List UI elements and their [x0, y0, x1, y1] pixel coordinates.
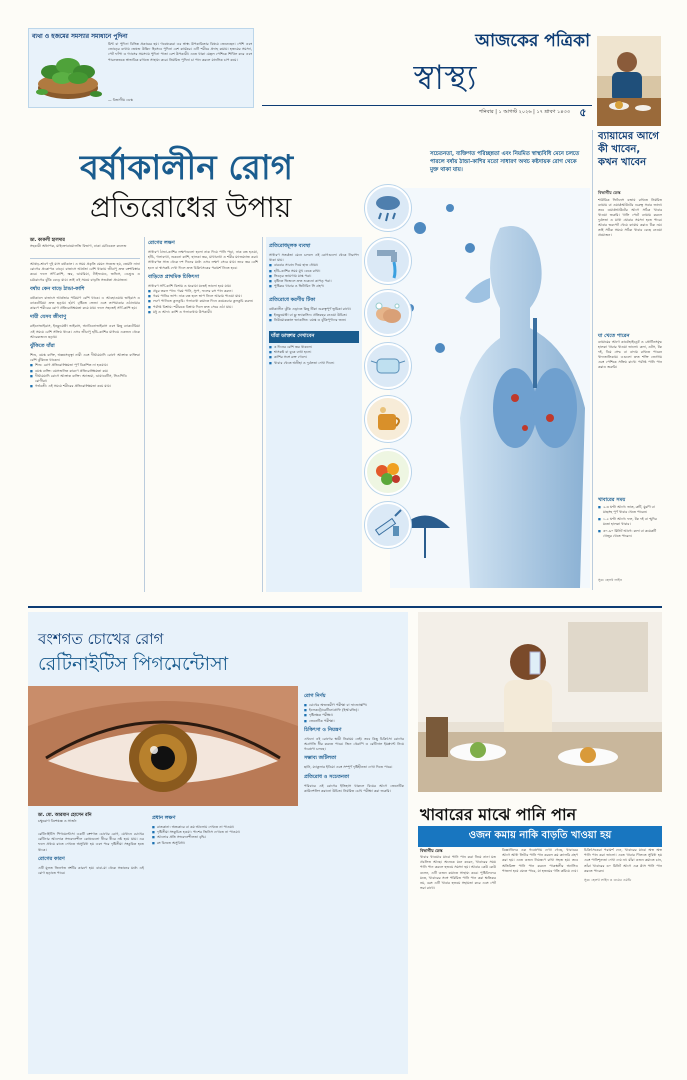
main-headline-line2: প্রতিরোধের উপায়: [90, 191, 292, 224]
paper-name-logo: আজকের পত্রিকা: [475, 31, 590, 51]
main-col3-heading: প্রতিরোধমূলক ব্যবস্থা: [269, 243, 311, 249]
water-byline: বিভাগীয় ডেস্ক: [420, 848, 443, 853]
vaccine-syringe-icon: [365, 502, 411, 548]
main-intro: আষাঢ়-শ্রাবণ দুই মাস বর্ষাকাল। এ সময় প্রকৃতি যেমন সতেজ হয়, তেমনি নানা রোগের প্রকোপও বাড়ে। বাতাসে আর্দ্রতা বেশি থাকায় জীবাণু দ্রুত বংশবিস্তার করে। ফলে সর্দি-কাশি, জ্বর, ডায়রিয়া, টাইফয়েড, জন্ডিস, ডেঙ্গু ও চর্মরোগের ঝুঁকি বেড়ে যায়। তাই এই সময়ে বাড়তি সতর্কতা প্রয়োজন।: [30, 262, 140, 282]
sidebar-what-heading: যা খেতে পারেন: [598, 333, 630, 339]
sidebar-when-item: ■ ১-২ ঘণ্টা আগে: ফল, টক দই বা স্মুদির মতো হালকা খাবার।: [598, 517, 662, 527]
eye-intro: রেটিনাইটিস পিগমেন্টোসা একটি বংশগত চোখের রোগ, যেখানে চোখের রেটিনার আলোক সংবেদনশীল কোষগুলো ধীরে ধীরে নষ্ট হয়ে যায়। এর ফলে প্রথমে রাতে দেখতে অসুবিধা হয় এবং পরে দৃষ্টিসীমা সংকুচিত হতে থাকে।: [38, 832, 144, 852]
sidebar-when-item: ■ ৩০-৬০ মিনিট আগে: কলা বা কয়েকটি খেজুর খেতে পারেন।: [598, 529, 662, 539]
water-headline: খাবারের মাঝে পানি পান: [420, 805, 577, 824]
main-headline-line1: বর্ষাকালীন রোগ: [80, 148, 294, 188]
eye-prevention-text: পরিবারে এই রোগের ইতিহাস থাকলে বিয়ের আগে জেনেটিক কাউন্সেলিং করানো উচিত। নিয়মিত চোখ পরীক্ষা করা জরুরি।: [304, 783, 404, 793]
water-col-2: [502, 848, 578, 1070]
eye-diagnosis-bullet: ■ চোখের অভ্যন্তরীণ পরীক্ষা বা ফান্ডোস্কপি।: [304, 703, 404, 708]
eye-symptom-bullet: ■ দৃষ্টিসীমা সংকুচিত হওয়া: পাশের জিনিস দেখতে না পাওয়া।: [152, 830, 258, 835]
eye-symptom-bullet: ■ রাতকানা: অন্ধকারে বা কম আলোয় দেখতে না পাওয়া।: [152, 825, 258, 830]
main-col-2: [148, 237, 258, 592]
eye-complication-heading: সম্ভাব্য জটিলতা: [304, 755, 337, 762]
masthead-rule: [262, 105, 592, 106]
main-col2-heading: বাড়িতে প্রাথমিক চিকিৎসা: [148, 273, 200, 280]
vaccine-heading: প্রতিরোধে করণীয় টিকা: [269, 297, 316, 304]
sidebar-when-heading: খাবারের সময়: [598, 497, 626, 503]
main-col1-heading: ঝুঁকিতে যাঁরা: [30, 343, 55, 350]
main-col3-bullet: ■ ভিড়ের জায়গায় মাস্ক পরা।: [269, 274, 359, 279]
main-col2-bullet: ■ গরম পানির ভাপ: নাক বন্ধ হলে ভাপ নিলে আরাম পাওয়া যায়।: [148, 294, 258, 299]
eye-diagnosis-bullet: ■ ইলেকট্রোরেটিনোগ্রাফি (ইআরজি)।: [304, 708, 404, 713]
col-divider: [144, 237, 145, 592]
sidebar-byline: বিভাগীয় ডেস্ক: [598, 190, 621, 195]
section-title: স্বাস্থ্য: [413, 58, 477, 98]
eye-diagnosis-heading: রোগ নির্ণয়: [304, 693, 326, 699]
eye-symptom-bullet: ■ আলোর প্রতি সংবেদনশীলতা বৃদ্ধি।: [152, 835, 258, 840]
eye-complication-text: ছানি, ম্যাকুলার ইডিমা এবং সম্পূর্ণ দৃষ্টিহীনতা দেখা দিতে পারে।: [304, 765, 393, 770]
main-col-1: [30, 262, 140, 592]
eye-causes-text: এটি মূলত জিনগত ত্রুটির কারণে হয়। বাবা-মা থেকে সন্তানের মধ্যে এই রোগ ছড়াতে পারে।: [38, 865, 144, 876]
eye-closeup-image: [28, 686, 298, 806]
main-col1-heading: বর্ষায় কেন বাড়ে ঠান্ডা-কাশি: [30, 285, 85, 292]
eye-kicker: বংশগত চোখের রোগ: [38, 630, 164, 648]
water-photo: [418, 612, 662, 792]
eye-diagnosis-bullet: ■ জেনেটিক পরীক্ষা।: [304, 719, 404, 724]
eye-diagnosis-bullet: ■ দৃষ্টিক্ষেত্র পরীক্ষা।: [304, 713, 404, 718]
sidebar-what-text: ব্যায়ামের আগে কার্বোহাইড্রেট ও প্রোটিনসমৃদ্ধ হালকা খাবার খাওয়া ভালো। কলা, ওটস, টক দই, ডিম সেদ্ধ বা বাদাম রাখতে পারেন খাদ্যতালিকায়। এগুলো দ্রুত শক্তি জোগায় এবং পেশিকে সক্রিয় রাখে। পর্যাপ্ত পানি পান করাও জরুরি।: [598, 340, 662, 369]
main-col2-bullet: ■ পর্যাপ্ত বিশ্রাম: শরীরকে বিশ্রাম দিলে দ্রুত সেরে ওঠা যায়।: [148, 305, 258, 310]
eye-author: ডা. মো. আরমান হোসেন রনি: [38, 813, 92, 818]
sidebar-source: সূত্র: হেলথ লাইন: [598, 578, 622, 582]
main-col2-bullet: ■ লবণ পানিতে কুলকুচি: গলাব্যথা কমাতে দিনে কয়েকবার কুলকুচি করুন।: [148, 299, 258, 304]
eye-prevention-heading: প্রতিরোধ ও সচেতনতা: [304, 773, 350, 780]
main-col1-bullet: ■ শিশু: রোগ প্রতিরোধক্ষমতা পূর্ণ বিকশিত না হওয়ায়।: [30, 363, 140, 368]
sidebar-title: ব্যায়ামের আগে কী খাবেন, কখন খাবেন: [598, 131, 659, 168]
teaser-credit: — বিভাগীয় ডেস্ক: [108, 98, 133, 102]
water-col-1: [420, 855, 496, 1070]
sidebar-divider: [592, 130, 593, 590]
vaccine-bullet: ■ ইনফ্লুয়েঞ্জা বা ফ্লু ভ্যাকসিন: প্রতিবছর নেওয়া উচিত।: [269, 313, 359, 318]
sidebar-photo: [597, 36, 661, 126]
mint-bowl-image: [32, 44, 104, 102]
vaccine-text: বর্ষাকালীন ঝুঁকি এড়াতে কিছু টিকা গুরুত্বপূর্ণ ভূমিকা রাখে।: [269, 307, 351, 312]
main-col1-text: বর্ষাকালে বাতাসে আর্দ্রতার পরিমাণ বেশি থাকে। এ আবহাওয়ায় ভাইরাস ও ব্যাকটেরিয়া দ্রুত ছড়ায়। হঠাৎ বৃষ্টিতে ভেজা এবং তাপমাত্রার ওঠানামার কারণে শরীরের রোগ প্রতিরোধক্ষমতা কমে যায়। ফলে সহজেই সর্দি-কাশি হয়।: [30, 295, 140, 311]
running-tap-icon: [365, 238, 411, 284]
main-col1-bullet: ■ দীর্ঘমেয়াদি রোগে আক্রান্ত ব্যক্তি: অ্যাজমা, ডায়াবেটিস, সিওপিডি রোগীরা।: [30, 374, 140, 384]
water-body-2: বিজ্ঞানীদের এক গবেষণায় দেখা গেছে, খাবারের আগে আধা লিটার পানি পান করলে কম ক্যালরি গ্রহণ করা হয়। এতে ওজন নিয়ন্ত্রণে রাখা সহজ হয়। তবে অতিরিক্ত পানি পান করলে পাকস্থলীর অ্যাসিড পাতলা হয়ে যেতে পারে, যা হজমের গতি কমিয়ে দেয়।: [502, 848, 578, 873]
eye-headline: রেটিনাইটিস পিগমেন্টোসা: [38, 653, 229, 675]
face-mask-icon: [365, 343, 411, 389]
main-col1-heading: দায়ী যেসব জীবাণু: [30, 314, 67, 321]
rain-cloud-icon: [365, 185, 411, 231]
teaser-title: ব্যথা ও হজমের সমস্যার সমাধানে পুদিনা: [32, 33, 128, 40]
eye-causes-heading: রোগের কারণ: [38, 855, 65, 862]
sidebar-when-list: [598, 505, 662, 539]
water-col-3: [584, 848, 662, 1070]
main-col3-bullet: ■ হাঁচি-কাশির সময় মুখ ঢেকে রাখা।: [269, 269, 359, 274]
section-divider: [28, 606, 662, 608]
main-col1-text: শিশু, বয়স্ক ব্যক্তি, অন্তঃসত্ত্বা নারী এবং দীর্ঘমেয়াদি রোগে আক্রান্ত ব্যক্তিরা বেশি ঝুঁকিতে থাকেন।: [30, 353, 140, 363]
main-col1-text: রাইনোভাইরাস, ইনফ্লুয়েঞ্জা ভাইরাস, অ্যাডিনোভাইরাস এবং কিছু ব্যাকটেরিয়া এই সময়ে বেশি সক্রিয় থাকে। এসব জীবাণু হাঁচি-কাশির মাধ্যমে একজন থেকে আরেকজনে ছড়ায়।: [30, 324, 140, 339]
sidebar-intro: শারীরিক ফিটনেস বজায় রাখতে নিয়মিত ব্যায়াম বা ওয়ার্কআউটের গুরুত্ব সবার জানা। তবে ওয়ার্কআউটের আগে সঠিক খাবার খাওয়া জরুরি। খালি পেটে ব্যায়াম করলে দুর্বলতা ও মাথা ঘোরার সমস্যা হতে পারে। আবার ভরপেট খেয়ে ব্যায়াম করাও ঠিক নয়। তাই সঠিক সময়ে সঠিক খাবার বেছে নেওয়া প্রয়োজন।: [598, 198, 662, 237]
water-source: সূত্র: হেলথ লাইন ও ওয়েব এমডি: [584, 878, 632, 883]
author-rule: [30, 258, 140, 259]
main-author-title: সহকারী অধ্যাপক, মাইক্রোবায়োলজি বিভাগ, ঢাকা মেডিকেল কলেজ: [30, 244, 127, 248]
eye-col-3: [304, 690, 404, 1072]
doctor-bullet: ■ কাশির সঙ্গে রক্ত গেলে।: [269, 355, 359, 360]
pull-quote: সচেতনতা, ব্যক্তিগত পরিচ্ছন্নতা এবং নিয়মিত স্বাস্থ্যবিধি মেনে চলতে পারলে বর্ষায় ঠান্ডা-কাশির মতো সাধারণ অথচ কষ্টদায়ক রোগ থেকে মুক্ত থাকা যায়।: [430, 151, 580, 173]
water-body-1: খাবার খাওয়ার মাঝে পানি পান করা নিয়ে নানা মত প্রচলিত আছে। অনেকে মনে করেন, খাবারের সময় পানি পান করলে হজমে সমস্যা হয়। আবার কেউ কেউ বলেন, এটি ওজন কমাতে সাহায্য করে। পুষ্টিবিদদের মতে, খাবারের সঙ্গে পরিমিত পানি পান করা ক্ষতিকর নয়, বরং এটি খাবার হজমে সহায়তা করে এবং পেট ভরা রাখে।: [420, 855, 496, 891]
main-col2-bullet: ■ মধু ও আদা: কাশি ও গলাব্যথায় উপকারী।: [148, 310, 258, 315]
main-col2-heading: রোগের লক্ষণ: [148, 240, 175, 246]
main-col3-bullet: ■ বৃষ্টিতে ভিজলে দ্রুত শুকনো কাপড় পরা।: [269, 279, 359, 284]
main-col1-bullet: ■ গর্ভবতী: এই সময়ে শরীরের প্রতিরোধক্ষমতা কমে যায়।: [30, 384, 140, 389]
hand-washing-icon: [365, 290, 411, 336]
main-col3-bullet: ■ পুষ্টিকর খাবার ও ভিটামিন সি গ্রহণ।: [269, 284, 359, 289]
main-col-3: [266, 237, 362, 592]
doctor-bullet: ■ শ্বাসকষ্ট বা বুকে ব্যথা হলে।: [269, 350, 359, 355]
main-col1-bullet: ■ বয়স্ক ব্যক্তি: বয়সজনিত কারণে প্রতিরোধক্ষমতা কম।: [30, 369, 140, 374]
water-subheadline: ওজন কমায় নাকি বাড়তি খাওয়া হয়: [418, 826, 662, 847]
col-divider: [262, 237, 263, 592]
eye-col-1: [38, 832, 144, 1072]
water-body-3: চিকিৎসকেরা পরামর্শ দেন, খাবারের মাঝে অল্প অল্প পানি পান করা ভালো। এতে খাবার গিলতে সুবিধা হয় এবং পানিশূন্যতা দেখা দেয় না। যাঁরা ওজন কমাতে চান, তাঁরা খাবারের ৩০ মিনিট আগে এক গ্লাস পানি পান করতে পারেন।: [584, 848, 662, 873]
eye-col-2: [152, 812, 258, 1072]
vaccine-bullet: ■ নিউমোকক্কাল ভ্যাকসিন: বয়স্ক ও ঝুঁকিপূর্ণদের জন্য।: [269, 318, 359, 323]
main-col3-text: সাধারণ সতর্কতা মেনে চললে এই রোগগুলো থেকে নিরাপদ থাকা যায়।: [269, 253, 359, 263]
main-author: ডা. কাকলী হালদার: [30, 238, 65, 243]
main-col2-bullet: ■ প্রচুর তরল পান: গরম পানি, স্যুপ, ফলের রস পান করুন।: [148, 289, 258, 294]
main-col3-bullet: ■ বারবার সাবান দিয়ে হাত ধোয়া।: [269, 263, 359, 268]
eye-treatment-text: এখনো এই রোগের স্থায়ী নিরাময় নেই। তবে কিছু চিকিৎসা রোগের অগ্রগতি ধীর করতে পারে। জিন থেরাপি ও রেটিনাল ইমপ্ল্যান্ট নিয়ে গবেষণা চলছে।: [304, 736, 404, 752]
doctor-bullet: ■ ৩ দিনের বেশি জ্বর থাকলে।: [269, 345, 359, 350]
fruits-vegetables-icon: [365, 449, 411, 495]
main-col2-text: সাধারণ ঠান্ডা-কাশির লক্ষণগুলো হলো নাক দিয়ে পানি পড়া, নাক বন্ধ হওয়া, হাঁচি, গলাব্যথা, শুকনো কাশি, হালকা জ্বর, মাথাব্যথা ও শরীর ম্যাজম্যাজ করা। সাধারণত সাত থেকে দশ দিনের মধ্যে এসব লক্ষণ সেরে যায়। তবে জ্বর বেশি হলে বা শ্বাসকষ্ট দেখা দিলে দ্রুত চিকিৎসকের পরামর্শ নিতে হবে।: [148, 250, 258, 270]
doctor-bullet: ■ খাবার খেতে অনীহা ও দুর্বলতা দেখা দিলে।: [269, 361, 359, 366]
respiratory-illustration: [390, 188, 590, 588]
doctor-heading: যাঁরা ডাক্তার দেখাবেন: [269, 331, 359, 343]
eye-treatment-heading: চিকিৎসা ও নিয়ন্ত্রণ: [304, 726, 342, 733]
eye-author-title: চক্ষুরোগ বিশেষজ্ঞ ও সার্জন: [38, 819, 77, 823]
sidebar-when-item: ■ ২-৩ ঘণ্টা আগে: ভাত, রুটি, মুরগি বা মাছসহ পূর্ণ খাবার খেতে পারেন।: [598, 505, 662, 515]
herbal-tea-icon: [365, 396, 411, 442]
main-col2-text: সাধারণ সর্দি-কাশি বিশ্রাম ও ঘরোয়া যত্নেই ভালো হয়ে যায়।: [148, 283, 232, 288]
page-number: ৫: [579, 106, 587, 119]
eye-symptom-bullet: ■ রং চিনতে অসুবিধা।: [152, 841, 258, 846]
eye-symptoms-heading: প্রধান লক্ষণ: [152, 815, 176, 821]
teaser-body: মিন্ট বা পুদিনা বিভিন্ন প্রকারের হয়। গবেষকেরা এর স্বাস্থ্য উপকারিতার বিষয়ে জেনেছেন। পেশি এবং জোড়ের ব্যথায় ভেষজ উদ্ভিদ হিসেবে পুদিনা বেশ কার্যকর। এটি শরীরে প্রদাহ কমায়। হজমের সমস্যা, পেট ফাঁপা ও গ্যাসের সমস্যায় পুদিনা পাতা বেশ উপকারী। এতে থাকা মেন্থল পেশিকে শিথিল করে এবং পাচনতন্ত্রকে স্বাভাবিক রাখতে সাহায্য করে। নিয়মিত পুদিনা চা পান করলে মানসিক চাপ কমে।: [108, 42, 252, 62]
date-line: শনিবার | ১ আগস্ট ২০২৬ | ১৭ শ্রাবণ ১৪৩৩: [479, 109, 570, 115]
